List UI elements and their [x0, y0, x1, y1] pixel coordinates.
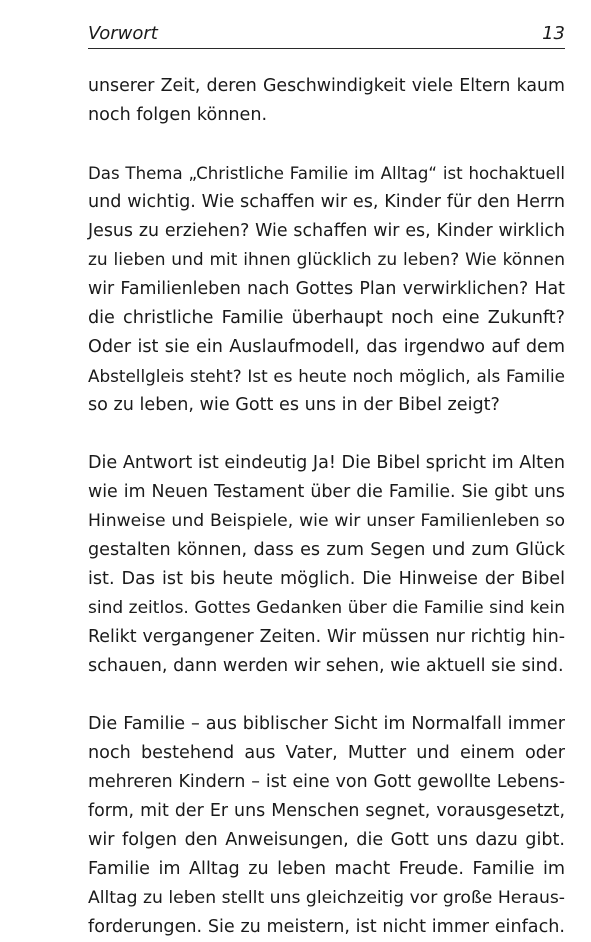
paragraph-3	[88, 449, 565, 681]
text-line: Jesus zu erziehen? Wie schaffen wir es, Kinder wirklich	[88, 221, 565, 241]
paragraph-gap	[88, 681, 565, 710]
text-line: zu lieben und mit ihnen glücklich zu leben? Wie können	[88, 250, 565, 270]
text-line: sind zeitlos. Gottes Gedanken über die Familie sind kein	[88, 598, 565, 618]
text-line: und wichtig. Wie schaffen wir es, Kinder für den Herrn	[88, 192, 565, 212]
text-line: Oder ist sie ein Auslaufmodell, das irgendwo auf dem	[88, 337, 565, 357]
text-line: unserer Zeit, deren Geschwindigkeit viele Eltern kaum	[88, 76, 565, 96]
paragraph-1	[88, 72, 565, 130]
running-header	[88, 22, 565, 49]
body-text	[88, 72, 565, 942]
paragraph-4	[88, 710, 565, 942]
paragraph-gap	[88, 130, 565, 159]
text-line: gestalten können, dass es zum Segen und zum Glück	[88, 540, 565, 560]
paragraph-2	[88, 159, 565, 420]
text-line: Hinweise und Beispiele, wie wir unser Familienleben so	[88, 511, 565, 531]
text-line: Familie im Alltag zu leben macht Freude. Familie im	[88, 859, 565, 879]
text-line: form, mit der Er uns Menschen segnet, vorausgesetzt,	[88, 801, 565, 821]
text-line: Das Thema „Christliche Familie im Alltag“ ist hochaktuell	[88, 164, 565, 183]
text-line: mehreren Kindern – ist eine von Gott gewollte Lebens-	[88, 772, 565, 792]
page-number: 13	[542, 23, 565, 44]
text-line: forderungen. Sie zu meistern, ist nicht immer einfach.	[88, 917, 565, 937]
text-line: schauen, dann werden wir sehen, wie aktuell sie sind.	[88, 656, 564, 676]
text-line: wir Familienleben nach Gottes Plan verwirklichen? Hat	[88, 279, 565, 299]
text-line: die christliche Familie überhaupt noch eine Zukunft?	[88, 308, 565, 328]
text-line: Die Familie – aus biblischer Sicht im Normalfall immer	[88, 714, 565, 734]
text-line: so zu leben, wie Gott es uns in der Bibel zeigt?	[88, 395, 500, 415]
text-line: Relikt vergangener Zeiten. Wir müssen nur richtig hin-	[88, 627, 565, 647]
text-line: Abstellgleis steht? Ist es heute noch möglich, als Familie	[88, 366, 565, 386]
text-line: Die Antwort ist eindeutig Ja! Die Bibel spricht im Alten	[88, 453, 565, 473]
text-line: wie im Neuen Testament über die Familie. Sie gibt uns	[88, 482, 565, 502]
text-line: ist. Das ist bis heute möglich. Die Hinweise der Bibel	[88, 569, 565, 589]
text-line: noch folgen können.	[88, 105, 268, 125]
text-line: wir folgen den Anweisungen, die Gott uns dazu gibt.	[88, 830, 565, 850]
running-title: Vorwort	[88, 23, 158, 44]
text-line: Alltag zu leben stellt uns gleichzeitig vor große Heraus-	[88, 888, 565, 908]
paragraph-gap	[88, 420, 565, 449]
text-line: noch bestehend aus Vater, Mutter und einem oder	[88, 743, 565, 763]
